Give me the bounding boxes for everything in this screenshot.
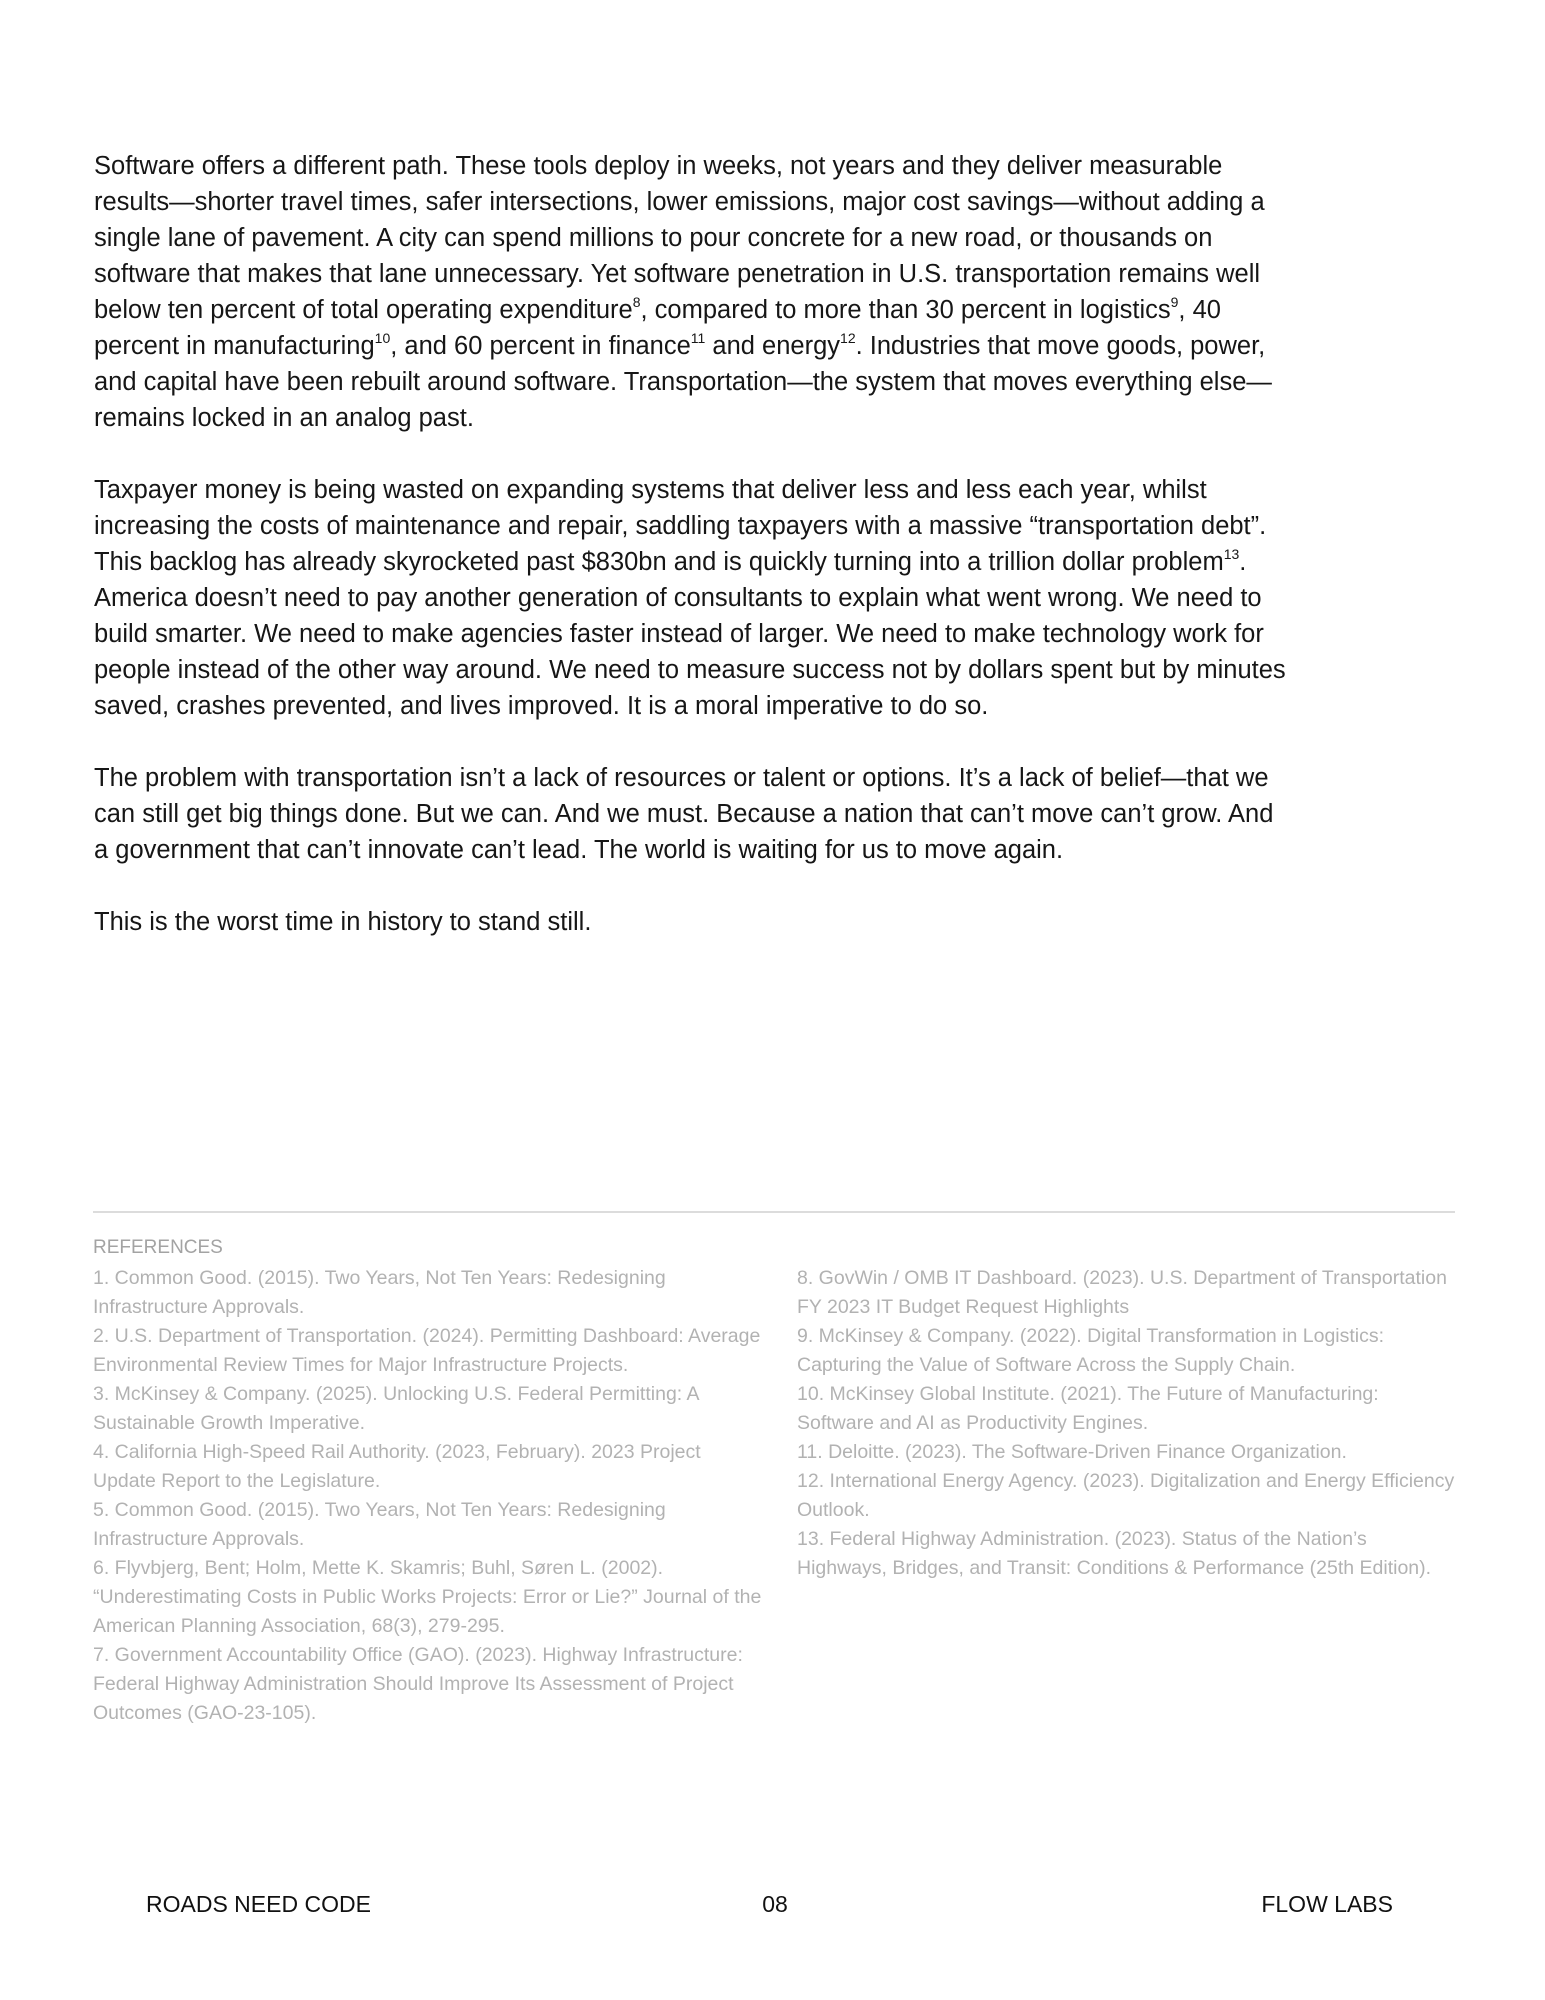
- paragraph-3: The problem with transportation isn’t a lack of resources or talent or options. It’s a lack of belief—that we can still get big things done. But we can. And we must. Because a nation that can’t move can’t grow. And a government that can’t innovate can’t lead. The world is waiting for us to move again.: [94, 764, 1274, 864]
- reference-item: 2. U.S. Department of Transportation. (2024). Permitting Dashboard: Average Environmental Review Times for Major Infrastructure Projects.: [93, 1325, 761, 1376]
- footnote-ref-10[interactable]: 10: [374, 330, 391, 346]
- footnote-ref-9[interactable]: 9: [1170, 294, 1179, 310]
- reference-item: 6. Flyvbjerg, Bent; Holm, Mette K. Skamris; Buhl, Søren L. (2002). “Underestimating Costs in Public Works Projects: Error or Lie?” Journal of the American Planning Association, 68(3), 279-295.: [93, 1557, 762, 1637]
- paragraph-2: Taxpayer money is being wasted on expanding systems that deliver less and less each year, whilst increasing the costs of maintenance and repair, saddling taxpayers with a massive “transportation debt”. This backlog has already skyrocketed past $830bn and is quickly turning into a trillion dollar problem$^{13}$. America doesn’t need to pay another generation of consultants to explain what went wrong. We need to build smarter. We need to make agencies faster instead of larger. We need to make technology work for people instead of the other way around. We need to measure success not by dollars spent but by minutes saved, crashes prevented, and lives improved. It is a moral imperative to do so.: [94, 476, 1286, 720]
- paragraph-1: Software offers a different path. These tools deploy in weeks, not years and they deliver measurable results—shorter travel times, safer intersections, lower emissions, major cost savings—without adding a single lane of pavement. A city can spend millions to pour concrete for a new road, or thousands on software that makes that lane unnecessary. Yet software penetration in U.S. transportation remains well below ten percent of total operating expenditure$^8$, compared to more than 30 percent in logistics$^9$, 40 percent in manufacturing$^{10}$, and 60 percent in finance$^{11}$ and energy$^{12}$. Industries that move goods, power, and capital have been rebuilt around software. Transportation—the system that moves everything else—remains locked in an analog past.: [94, 152, 1272, 432]
- reference-item: 9. McKinsey & Company. (2022). Digital Transformation in Logistics: Capturing the Value of Software Across the Supply Chain.: [797, 1325, 1385, 1376]
- footnote-ref-8[interactable]: 8: [632, 294, 641, 310]
- reference-item: 1. Common Good. (2015). Two Years, Not Ten Years: Redesigning Infrastructure Approvals.: [93, 1267, 666, 1318]
- references-right-column: [797, 1264, 1457, 1583]
- reference-item: 11. Deloitte. (2023). The Software-Driven Finance Organization.: [797, 1441, 1347, 1463]
- references-divider: [93, 1211, 1455, 1213]
- footnote-ref-12[interactable]: 12: [840, 330, 856, 346]
- paragraph-4: This is the worst time in history to stand still.: [94, 908, 592, 936]
- reference-item: 4. California High-Speed Rail Authority. (2023, February). 2023 Project Update Report to the Legislature.: [93, 1441, 701, 1492]
- body-text: [94, 148, 1294, 976]
- footnote-ref-13[interactable]: 13: [1223, 546, 1240, 562]
- reference-item: 5. Common Good. (2015). Two Years, Not Ten Years: Redesigning Infrastructure Approvals.: [93, 1499, 666, 1550]
- references-title: REFERENCES: [93, 1237, 223, 1258]
- footer-document-title: ROADS NEED CODE: [146, 1891, 371, 1917]
- reference-item: 3. McKinsey & Company. (2025). Unlocking U.S. Federal Permitting: A Sustainable Growth Imperative.: [93, 1383, 699, 1434]
- reference-item: 10. McKinsey Global Institute. (2021). The Future of Manufacturing: Software and AI as Productivity Engines.: [797, 1383, 1379, 1434]
- page-number: 08: [762, 1891, 788, 1917]
- reference-item: 13. Federal Highway Administration. (2023). Status of the Nation’s Highways, Bridges, and Transit: Conditions & Performance (25th Edition).: [797, 1528, 1432, 1579]
- reference-item: 12. International Energy Agency. (2023). Digitalization and Energy Efficiency Outlook.: [797, 1470, 1455, 1521]
- references-left-column: [93, 1264, 763, 1728]
- footer-company-name: FLOW LABS: [1261, 1891, 1393, 1917]
- reference-item: 8. GovWin / OMB IT Dashboard. (2023). U.S. Department of Transportation FY 2023 IT Budget Request Highlights: [797, 1267, 1447, 1318]
- reference-item: 7. Government Accountability Office (GAO). (2023). Highway Infrastructure: Federal Highway Administration Should Improve Its Assessment of Project Outcomes (GAO-23-105).: [93, 1644, 743, 1724]
- footnote-ref-11[interactable]: 11: [690, 330, 706, 346]
